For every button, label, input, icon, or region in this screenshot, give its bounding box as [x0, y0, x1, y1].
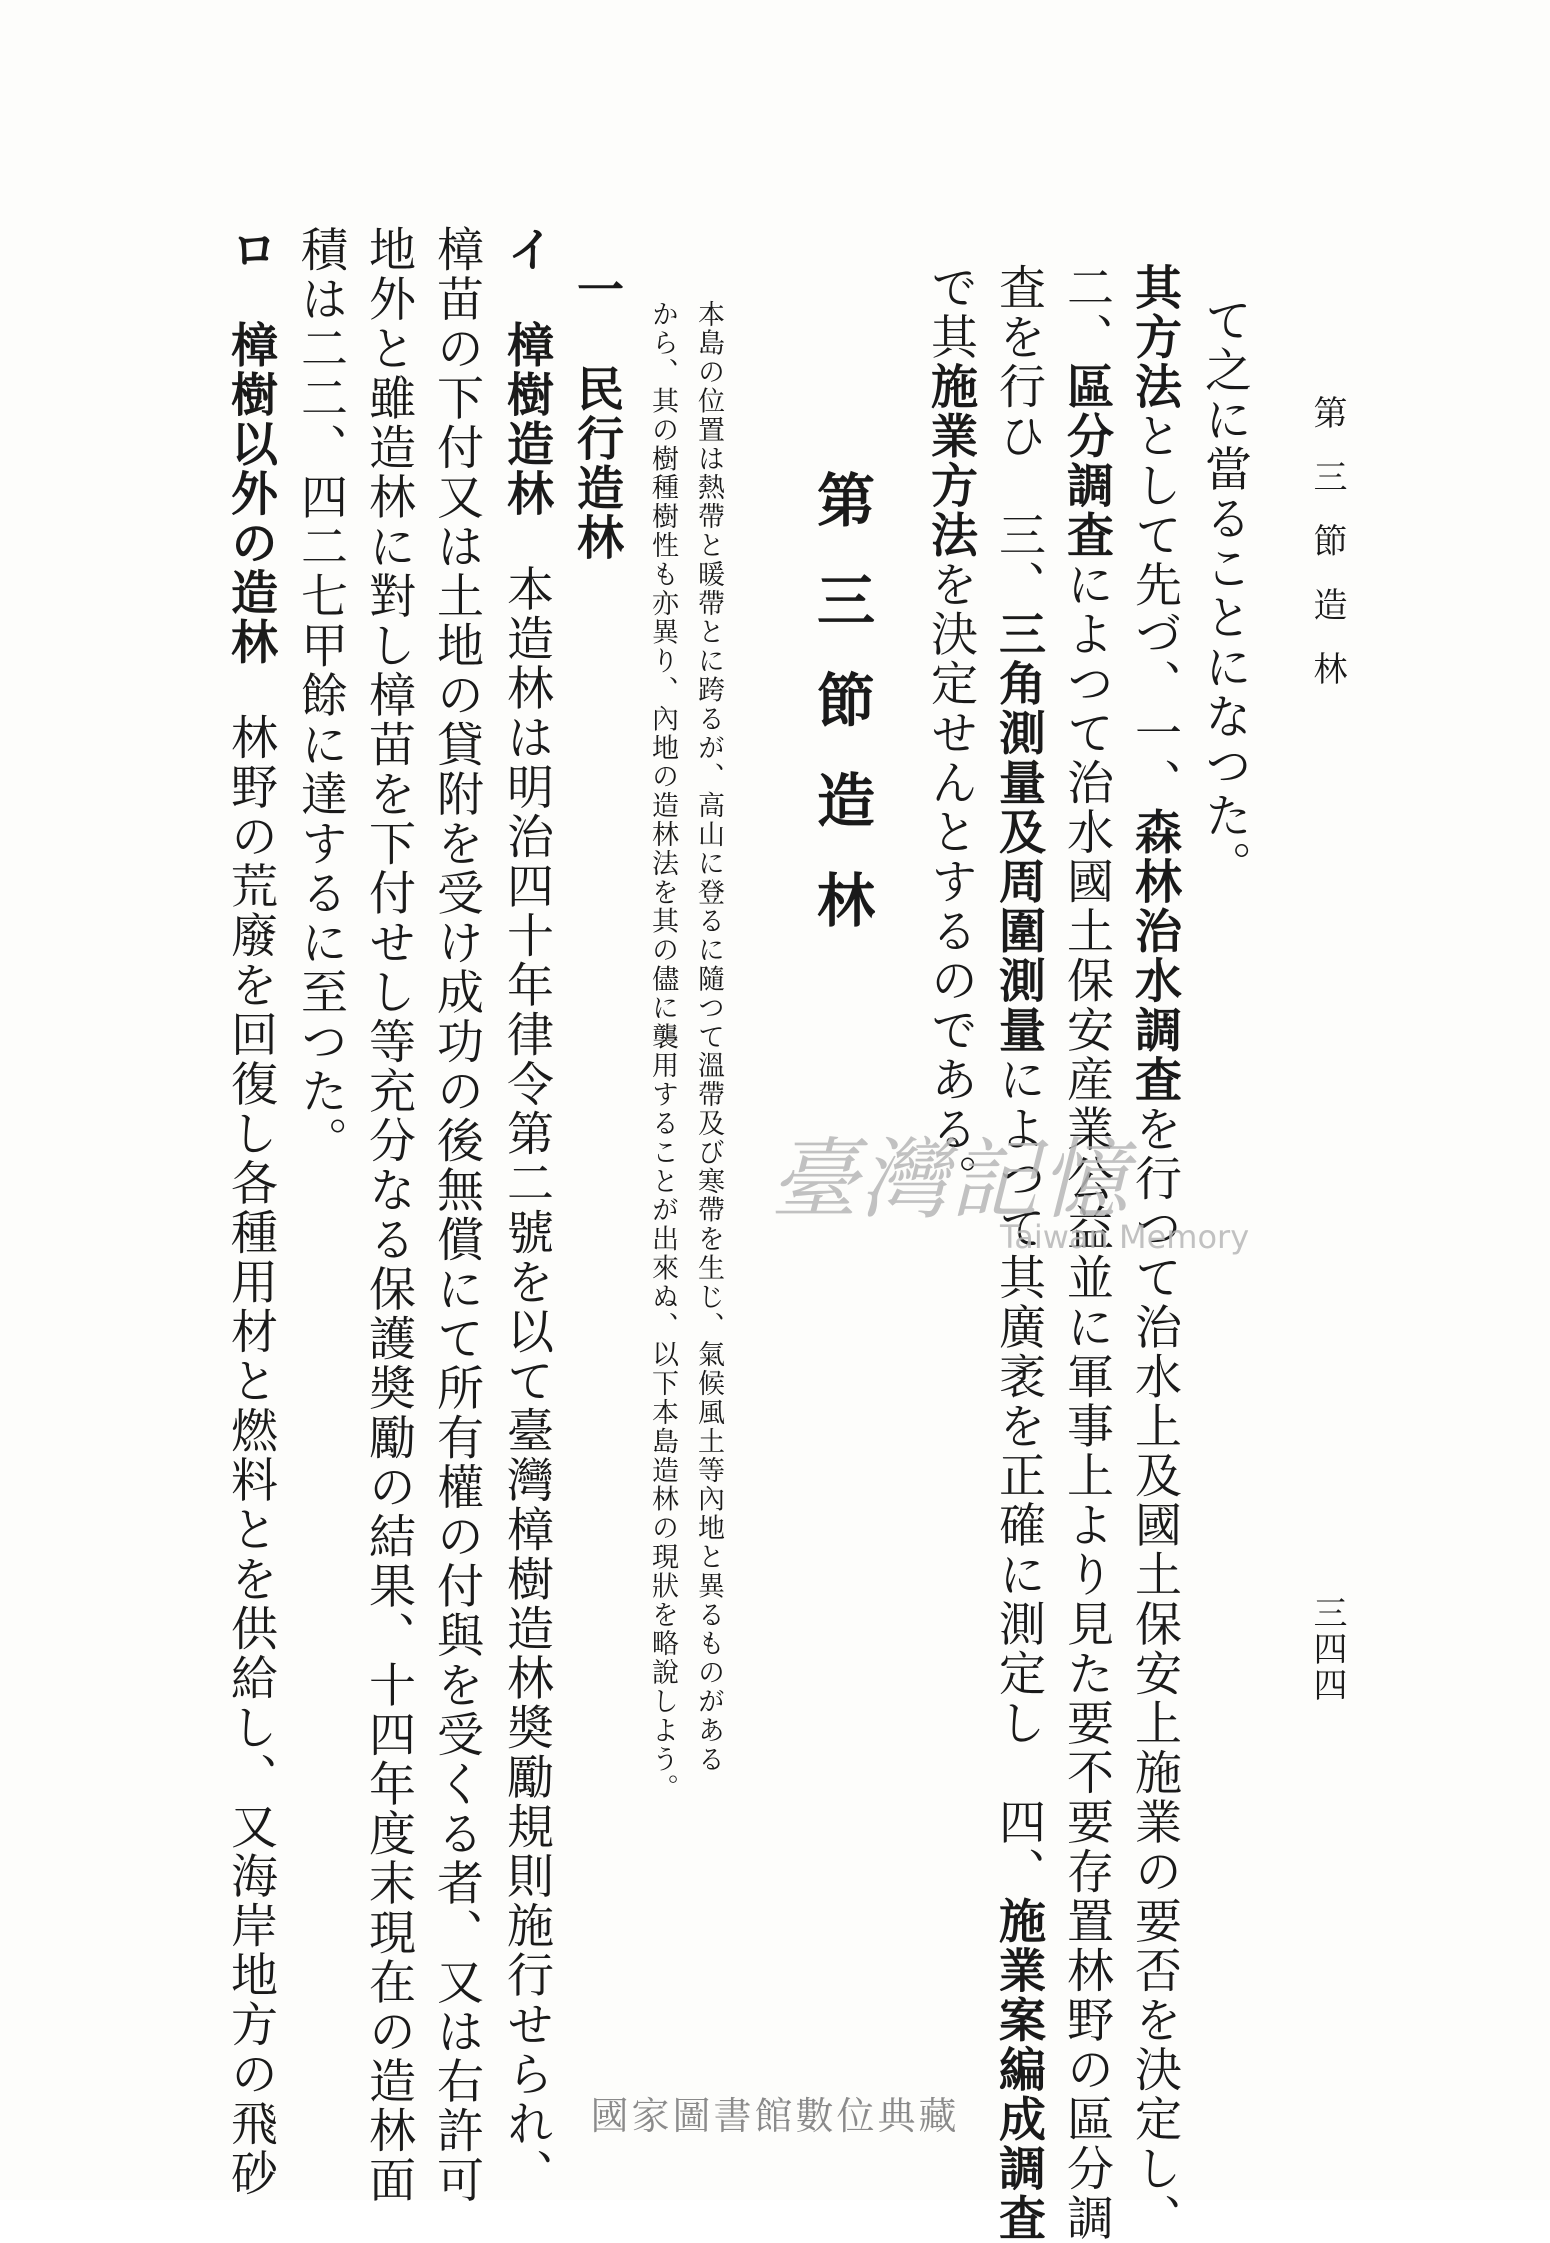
body-column-1	[1188, 296, 1248, 2046]
subsection-title: 民行造林	[569, 365, 624, 563]
body-text: で其	[923, 263, 978, 362]
item-ro-marker: ロ	[223, 225, 278, 275]
item-i-line-3: 地外と雖造林に對し樟苗を下付せし等充分なる保護奬勵の結果、十四年度末現在の造林面	[352, 225, 412, 1975]
body-column-2	[1118, 263, 1178, 2013]
body-text-bold: 區分調査	[1059, 362, 1114, 560]
body-column-5	[914, 263, 974, 2013]
subsection-number: 一	[569, 265, 624, 315]
body-text: として先づ、一、	[1127, 412, 1182, 808]
body-text-bold: 三角測量及周圍測量	[991, 610, 1046, 1056]
note-line-2: から、其の樹種樹性も亦異り、內地の造林法を其の儘に襲用することが出來ぬ、以下本島造林の現狀を略說しよう。	[640, 300, 676, 1950]
item-i-line-4: 積は二二、四二七甲餘に達するに至つた。	[284, 225, 344, 1975]
item-i-line-2: 樟苗の下付又は土地の貸附を受け成功の後無償にて所有權の付與を受くる者、又は右許可	[420, 225, 480, 1975]
body-text-bold: 施業案編成調査	[991, 1897, 1046, 2243]
body-text: 二、	[1059, 263, 1114, 362]
body-text: によつて其廣袤を正確に測定し 四、	[991, 1055, 1046, 1897]
item-ro-title: 樟樹以外の造林	[223, 321, 278, 668]
item-ro-text: 林野の荒廢を回復し各種用材と燃料とを供給し、又海岸地方の飛砂	[223, 713, 278, 2198]
watermark-english: Taiwan Memory	[1000, 1218, 1249, 1256]
body-column-4	[982, 263, 1042, 2013]
item-ro-line-1	[214, 225, 274, 1975]
body-column-3	[1050, 263, 1110, 2013]
body-text-bold: 施業方法	[923, 362, 978, 560]
footer-collection-label: 國家圖書館數位典藏	[0, 2085, 1550, 2140]
body-text: 査を行ひ 三、	[991, 263, 1046, 610]
body-text-bold: 其方法	[1127, 263, 1182, 412]
item-i-title: 樟樹造林	[499, 321, 554, 519]
running-header-title: 第三節造林	[1302, 395, 1344, 755]
body-text: を行つて治水上及國土保安上施業の要否を決定し、	[1127, 1105, 1182, 2243]
body-text: によつて治水國土保安産業公益並に軍事上より見た要不要存置林野の區分調	[1059, 560, 1114, 2243]
body-text: を決定せんとするのである。	[923, 560, 978, 1204]
section-heading: 第三節造林	[800, 470, 870, 990]
watermark-chinese: 臺灣記憶	[770, 1110, 1250, 1236]
body-text: て之に當ることになつた。	[1197, 296, 1252, 890]
item-i-text: 本造林は明治四十年律令第二號を以て臺灣樟樹造林奬勵規則施行せられ、	[499, 565, 554, 2199]
subsection-heading	[560, 265, 620, 565]
body-text-bold: 森林治水調査	[1127, 808, 1182, 1105]
page-number: 三四四	[1302, 1595, 1344, 1735]
item-i-marker: イ	[499, 225, 554, 275]
item-i-line-1	[490, 225, 550, 1975]
note-line-1: 本島の位置は熱帶と暖帶とに跨るが、高山に登るに隨つて溫帶及び寒帶を生じ、氣候風土等內地と異るものがある	[686, 300, 722, 1950]
